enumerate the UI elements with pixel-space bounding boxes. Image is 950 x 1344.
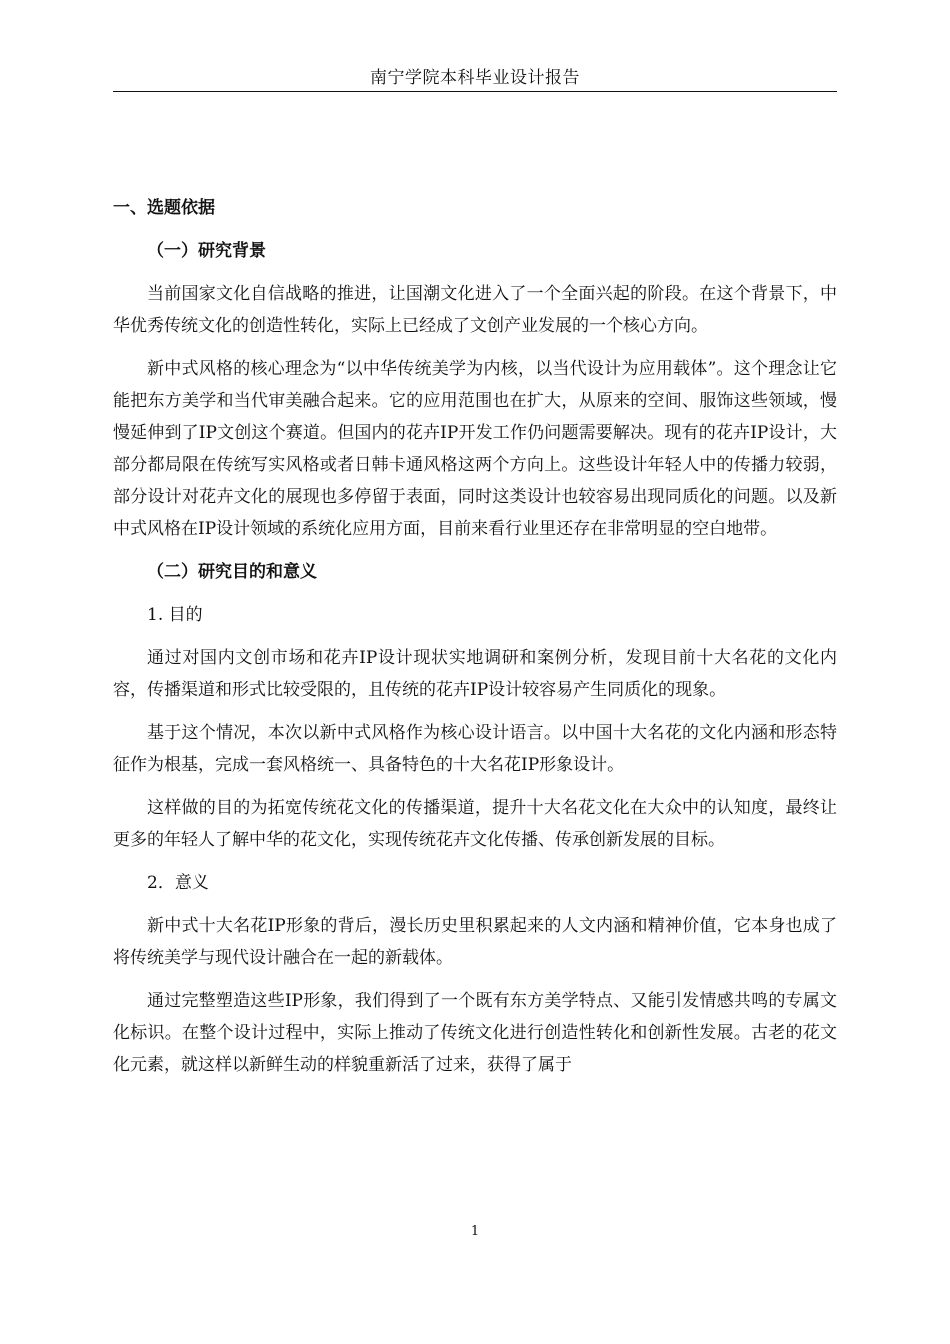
paragraph: 当前国家文化自信战略的推进，让国潮文化进入了一个全面兴起的阶段。在这个背景下，中华优秀传统文化的创造性转化，实际上已经成了文创产业发展的一个核心方向。 <box>113 284 837 336</box>
subsection-heading-purpose-significance: （二）研究目的和意义 <box>147 562 317 582</box>
header-rule <box>113 91 837 92</box>
paragraph: 通过完整塑造这些IP形象，我们得到了一个既有东方美学特点、又能引发情感共鸣的专属文化标识。在整个设计过程中，实际上推动了传统文化进行创造性转化和创新性发展。古老的花文化元素，就这样以新鲜生动的样貌重新活了过来，获得了属于 <box>113 991 837 1075</box>
item-heading-significance: 2．意义 <box>147 873 209 893</box>
item-heading-purpose: 1. 目的 <box>147 605 203 625</box>
subsection-heading-background: （一）研究背景 <box>147 241 266 261</box>
running-header: 南宁学院本科毕业设计报告 <box>370 68 580 88</box>
paragraph: 通过对国内文创市场和花卉IP设计现状实地调研和案例分析，发现目前十大名花的文化内容，传播渠道和形式比较受限的，且传统的花卉IP设计较容易产生同质化的现象。 <box>113 648 837 700</box>
body-text <box>113 192 837 1092</box>
section-heading: 一、选题依据 <box>113 198 215 218</box>
paragraph: 新中式风格的核心理念为“以中华传统美学为内核，以当代设计为应用载体”。这个理念让它能把东方美学和当代审美融合起来。它的应用范围也在扩大，从原来的空间、服饰这些领域，慢慢延伸到了IP文创这个赛道。但国内的花卉IP开发工作仍问题需要解决。现有的花卉IP设计，大部分都局限在传统写实风格或者日韩卡通风格这两个方向上。这些设计年轻人中的传播力较弱，部分设计对花卉文化的展现也多停留于表面，同时这类设计也较容易出现同质化的问题。以及新中式风格在IP设计领域的系统化应用方面，目前来看行业里还存在非常明显的空白地带。 <box>113 359 837 539</box>
page-number: 1 <box>470 1224 480 1239</box>
paragraph: 这样做的目的为拓宽传统花文化的传播渠道，提升十大名花文化在大众中的认知度，最终让更多的年轻人了解中华的花文化，实现传统花卉文化传播、传承创新发展的目标。 <box>113 798 837 850</box>
paragraph: 新中式十大名花IP形象的背后，漫长历史里积累起来的人文内涵和精神价值，它本身也成了将传统美学与现代设计融合在一起的新载体。 <box>113 916 837 968</box>
paragraph: 基于这个情况，本次以新中式风格作为核心设计语言。以中国十大名花的文化内涵和形态特征作为根基，完成一套风格统一、具备特色的十大名花IP形象设计。 <box>113 723 837 775</box>
